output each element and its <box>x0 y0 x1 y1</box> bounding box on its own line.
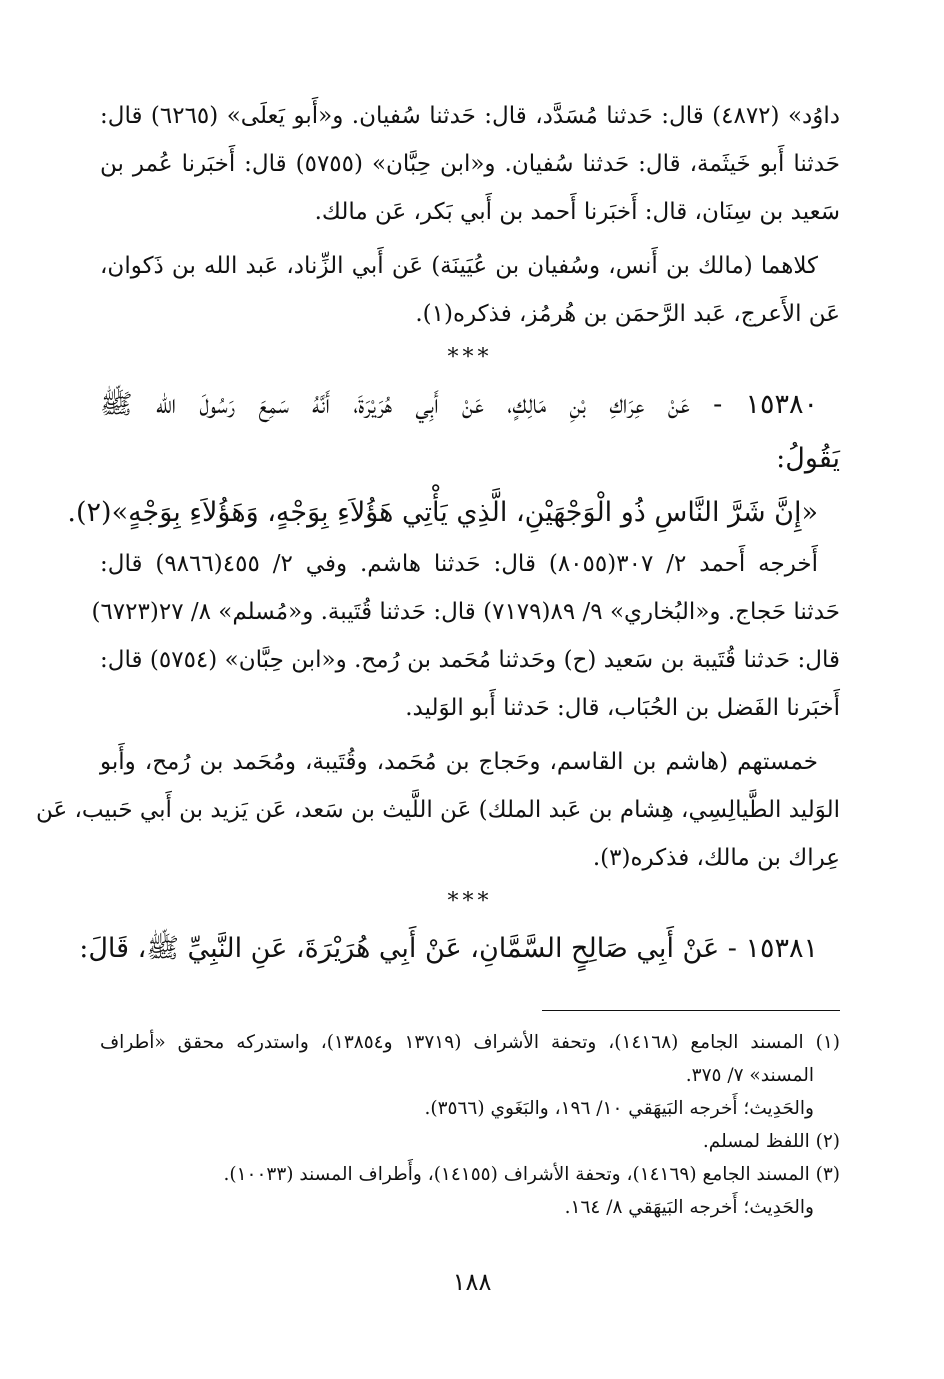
takhrij-line: قال: حَدثنا قُتَيبة بن سَعيد (ح) وحَدثنا مُحَمد بن رُمح. و«ابن حِبَّان» (٥٧٥٤) قال: <box>100 647 840 673</box>
body-line: سَعيد بن سِنَان، قال: أَخبَرنا أَحمد بن أَبي بَكر، عَن مالك. <box>314 199 840 225</box>
chain-line: الوَليد الطَّيالِسِي، هِشام بن عَبد الملك) عَن اللَّيث بن سَعد، عَن يَزيد بن أَبي حَبيب، عَن <box>35 797 840 823</box>
body-line: حَدثنا أَبو خَيثَمة، قال: حَدثنا سُفيان. و«ابن حِبَّان» (٥٧٥٥) قال: أَخبَرنا عُمر بن <box>100 151 840 177</box>
body-line: عَن الأَعرج، عَبد الرَّحمَن بن هُرمُز، فذكره(١). <box>415 301 840 327</box>
page-body <box>35 92 840 976</box>
hadith-heading-continued: يَقُولُ: <box>776 443 840 474</box>
footnote-line: المسند» ٧/ ٣٧٥. <box>685 1065 814 1086</box>
footnote-line: (٣) المسند الجامع (١٤١٦٩)، وتحفة الأشراف (١٤١٥٥)، وأَطراف المسند (١٠٠٣٣). <box>223 1164 840 1185</box>
chain-line: خمستهم (هاشم بن القاسم، وحَجاج بن مُحَمد، وقُتَيبة، ومُحَمد بن رُمح، وأَبو <box>100 749 818 775</box>
footnote-line: (٢) اللفظ لمسلم. <box>702 1131 840 1152</box>
hadith-heading: ١٥٣٨١ - عَنْ أَبِي صَالِحٍ السَّمَّانِ، عَنْ أَبِي هُرَيْرَةَ، عَنِ النَّبِيِّ ﷺ، قَالَ: <box>79 933 818 964</box>
section-separator: *** <box>447 345 493 370</box>
footnote-line: (١) المسند الجامع (١٤١٦٨)، وتحفة الأشراف (١٣٧١٩ و١٣٨٥٤)، واستدركه محقق «أطراف <box>100 1032 840 1053</box>
footnote-line: والحَدِيث؛ أَخرجه البَيهَقي ٨/ ١٦٤. <box>564 1197 814 1218</box>
hadith-text: «إِنَّ شَرَّ النَّاسِ ذُو الْوَجْهَيْنِ، الَّذِي يَأْتِي هَؤُلاَءِ بِوَجْهٍ، وَهَؤُلاَءِ بِوَجْهٍ»(٢). <box>67 497 818 528</box>
takhrij-line: أَخرجه أَحمد ٢/ ٣٠٧(٨٠٥٥) قال: حَدثنا هاشم. وفي ٢/ ٤٥٥(٩٨٦٦) قال: <box>100 551 818 577</box>
footnote-line: والحَدِيث؛ أَخرجه البَيهَقي ١٠/ ١٩٦، والبَغَوي (٣٥٦٦). <box>424 1098 814 1119</box>
chain-line: عِراك بن مالك، فذكره(٣). <box>592 845 840 871</box>
section-separator: *** <box>447 889 493 914</box>
body-line: كلاهما (مالك بن أَنس، وسُفيان بن عُيَينَة) عَن أَبي الزِّناد، عَبد الله بن ذَكوان، <box>100 253 818 279</box>
footnote-divider <box>542 1010 840 1011</box>
body-line: داوُد» (٤٨٧٢) قال: حَدثنا مُسَدَّد، قال: حَدثنا سُفيان. و«أَبو يَعلَى» (٦٢٦٥) قال: <box>100 103 840 129</box>
takhrij-line: حَدثنا حَجاج. و«البُخاري» ٩/ ٨٩(٧١٧٩) قال: حَدثنا قُتَيبة. و«مُسلم» ٨/ ٢٧(٦٧٢٣) <box>91 599 840 625</box>
page-number: ١٨٨ <box>452 1268 492 1296</box>
takhrij-line: أَخبَرنا الفَضل بن الحُبَاب، قال: حَدثنا أَبو الوَليد. <box>405 695 840 721</box>
footnotes <box>100 1026 840 1224</box>
hadith-heading: ١٥٣٨٠ - عَنْ عِرَاكِ بْنِ مَالِكٍ، عَنْ أَبِي هُرَيْرَةَ، أَنَّهُ سَمِعَ رَسُولَ الله ﷺ <box>100 389 818 420</box>
